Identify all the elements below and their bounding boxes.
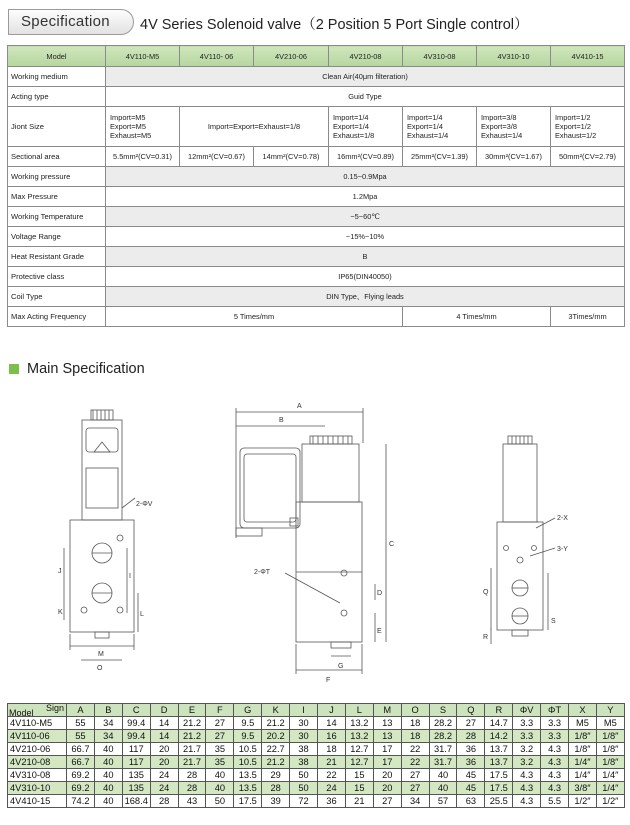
table-cell: 27 — [373, 795, 401, 808]
table-cell: 4.3 — [513, 769, 541, 782]
row-label: Coil Type — [8, 287, 106, 307]
table-cell: 24 — [318, 782, 346, 795]
table-cell: 1/2″ — [569, 795, 597, 808]
table-cell: 1/8″ — [569, 743, 597, 756]
table-cell: 22 — [401, 743, 429, 756]
spec-row — [8, 307, 625, 327]
table-cell: 3.3 — [541, 717, 569, 730]
table-cell: 55 — [67, 717, 95, 730]
row-model: 4V210-06 — [8, 743, 67, 756]
spec-row — [8, 287, 625, 307]
table-cell: 21 — [345, 795, 373, 808]
column-header: R — [485, 704, 513, 717]
table-cell: 1/4″ — [596, 782, 624, 795]
spec-row — [8, 167, 625, 187]
table-cell: 57 — [429, 795, 457, 808]
row-model: 4V110-06 — [8, 730, 67, 743]
table-cell: 13 — [373, 717, 401, 730]
row-value: 1.2Mpa — [106, 187, 625, 207]
row-model: 4V110-M5 — [8, 717, 67, 730]
drawing-label: M — [98, 651, 104, 658]
dimension-header-row — [8, 704, 625, 717]
table-cell: 40 — [206, 769, 234, 782]
row-label: Max Pressure — [8, 187, 106, 207]
table-cell: 10.5 — [234, 743, 262, 756]
row-value: 5.5mm²(CV=0.31) — [106, 147, 180, 167]
table-cell: 45 — [457, 769, 485, 782]
model-name: 4V310-10 — [477, 46, 551, 67]
table-cell: 99.4 — [122, 730, 150, 743]
column-header: F — [206, 704, 234, 717]
row-value: 30mm²(CV=1.67) — [477, 147, 551, 167]
table-cell: 21.2 — [262, 717, 290, 730]
table-cell: 13.2 — [345, 730, 373, 743]
table-cell: 168.4 — [122, 795, 150, 808]
spec-badge: Specification — [8, 9, 134, 35]
drawing-label: O — [97, 665, 103, 672]
table-cell: 20 — [150, 756, 178, 769]
table-cell: 1/4″ — [596, 769, 624, 782]
table-cell: 3.3 — [513, 717, 541, 730]
model-label: Model — [8, 46, 106, 67]
table-cell: 24 — [150, 769, 178, 782]
table-cell: 69.2 — [67, 769, 95, 782]
row-value: IP65(DIN40050) — [106, 267, 625, 287]
table-cell: 3.2 — [513, 756, 541, 769]
row-value: 5 Times/mm — [106, 307, 403, 327]
row-value: Import=1/4 Export=1/4 Exhaust=1/4 — [403, 107, 477, 147]
green-square-icon — [9, 364, 19, 374]
column-header: K — [262, 704, 290, 717]
table-cell: 74.2 — [67, 795, 95, 808]
model-name: 4V110-M5 — [106, 46, 180, 67]
table-cell: 3.3 — [513, 730, 541, 743]
table-cell: 40 — [94, 756, 122, 769]
table-cell: 72 — [290, 795, 318, 808]
table-cell: 63 — [457, 795, 485, 808]
table-cell: 50 — [290, 769, 318, 782]
table-cell: 24 — [150, 782, 178, 795]
table-cell: 21.7 — [178, 743, 206, 756]
row-model: 4V310-08 — [8, 769, 67, 782]
table-cell: 18 — [401, 730, 429, 743]
drawing-label: G — [338, 663, 344, 670]
table-cell: 20 — [373, 782, 401, 795]
table-cell: 28.2 — [429, 730, 457, 743]
table-cell: 28.2 — [429, 717, 457, 730]
row-value: 50mm²(CV=2.79) — [551, 147, 625, 167]
spec-row — [8, 227, 625, 247]
table-cell: 20 — [373, 769, 401, 782]
drawing-label: D — [377, 590, 383, 597]
table-cell: 3/8″ — [569, 782, 597, 795]
table-cell: 45 — [457, 782, 485, 795]
row-label: Working medium — [8, 67, 106, 87]
row-value: Import=1/4 Export=1/4 Exhaust=1/8 — [329, 107, 403, 147]
row-value: Import=M5 Export=M5 Exhaust=M5 — [106, 107, 180, 147]
table-cell: 1/8″ — [569, 730, 597, 743]
dimension-table — [7, 703, 625, 808]
table-cell: 28 — [150, 795, 178, 808]
table-cell: 12.7 — [345, 756, 373, 769]
spec-row — [8, 207, 625, 227]
table-cell: 27 — [401, 782, 429, 795]
spec-header-row — [8, 46, 625, 67]
table-cell: 16 — [318, 730, 346, 743]
table-cell: 29 — [262, 769, 290, 782]
drawing-label: L — [140, 611, 144, 618]
table-cell: 17 — [373, 743, 401, 756]
table-cell: 36 — [457, 756, 485, 769]
table-cell: 18 — [318, 743, 346, 756]
table-cell: 43 — [178, 795, 206, 808]
row-label: Heat Resistant Grade — [8, 247, 106, 267]
column-header: S — [429, 704, 457, 717]
header-corner-cell — [8, 704, 67, 717]
table-cell: 14 — [150, 717, 178, 730]
table-cell: 27 — [206, 730, 234, 743]
table-cell: 99.4 — [122, 717, 150, 730]
spec-header — [8, 9, 622, 35]
table-cell: 40 — [94, 769, 122, 782]
drawing-label: 3-Y — [557, 546, 568, 553]
table-cell: 36 — [318, 795, 346, 808]
row-model: 4V210-08 — [8, 756, 67, 769]
spec-row — [8, 267, 625, 287]
row-value: 0.15~0.9Mpa — [106, 167, 625, 187]
row-label: Sectional area — [8, 147, 106, 167]
table-cell: 38 — [290, 756, 318, 769]
table-cell: 9.5 — [234, 717, 262, 730]
table-cell: 14.7 — [485, 717, 513, 730]
table-cell: 13.2 — [345, 717, 373, 730]
table-cell: 38 — [290, 743, 318, 756]
table-cell: 35 — [206, 743, 234, 756]
front-view-drawing — [64, 410, 138, 660]
drawing-label: A — [297, 403, 302, 410]
table-cell: 25.5 — [485, 795, 513, 808]
drawing-label: I — [129, 573, 131, 580]
table-cell: 28 — [178, 782, 206, 795]
column-header: B — [94, 704, 122, 717]
drawing-label: 2-ΦT — [254, 569, 271, 576]
table-cell: 3.2 — [513, 743, 541, 756]
table-cell: 40 — [94, 795, 122, 808]
row-value: Import=1/2 Export=1/2 Exhaust=1/2 — [551, 107, 625, 147]
table-cell: 20.2 — [262, 730, 290, 743]
table-cell: 9.5 — [234, 730, 262, 743]
column-header: ΦT — [541, 704, 569, 717]
row-value: −15%~10% — [106, 227, 625, 247]
drawing-label: 2-X — [557, 515, 568, 522]
column-header: C — [122, 704, 150, 717]
row-value: Import=Export=Exhaust=1/8 — [180, 107, 329, 147]
table-cell: 40 — [94, 782, 122, 795]
row-value: 25mm²(CV=1.39) — [403, 147, 477, 167]
table-cell: M5 — [596, 717, 624, 730]
table-cell: 1/2″ — [596, 795, 624, 808]
column-header: J — [318, 704, 346, 717]
side-view-drawing — [236, 408, 386, 674]
table-cell: 1/8″ — [596, 730, 624, 743]
row-value: Clean Air(40μm filteration) — [106, 67, 625, 87]
table-cell: 34 — [94, 717, 122, 730]
row-value: 12mm²(CV=0.67) — [180, 147, 254, 167]
table-cell: 15 — [345, 782, 373, 795]
table-cell: 30 — [290, 717, 318, 730]
table-cell: 15 — [345, 769, 373, 782]
table-cell: 28 — [178, 769, 206, 782]
table-cell: 21.7 — [178, 756, 206, 769]
column-header: O — [401, 704, 429, 717]
row-model: 4V410-15 — [8, 795, 67, 808]
table-cell: 50 — [206, 795, 234, 808]
row-model: 4V310-10 — [8, 782, 67, 795]
row-label: Working pressure — [8, 167, 106, 187]
spec-row — [8, 187, 625, 207]
table-cell: 13 — [373, 730, 401, 743]
table-cell: 22.7 — [262, 743, 290, 756]
table-cell: 27 — [401, 769, 429, 782]
row-value: B — [106, 247, 625, 267]
table-cell: 1/4″ — [569, 756, 597, 769]
row-label: Acting type — [8, 87, 106, 107]
table-row — [8, 743, 625, 756]
table-cell: 20 — [150, 743, 178, 756]
table-cell: 3.3 — [541, 730, 569, 743]
table-cell: 17 — [373, 756, 401, 769]
table-cell: 69.2 — [67, 782, 95, 795]
spec-row — [8, 107, 625, 147]
row-value: DIN Type、Flying leads — [106, 287, 625, 307]
specification-table — [7, 45, 625, 327]
row-value: 16mm²(CV=0.89) — [329, 147, 403, 167]
table-cell: 27 — [457, 717, 485, 730]
row-label: Voltage Range — [8, 227, 106, 247]
column-header: I — [290, 704, 318, 717]
table-cell: 13.7 — [485, 743, 513, 756]
row-value: 14mm²(CV=0.78) — [254, 147, 329, 167]
column-header: M — [373, 704, 401, 717]
table-cell: 40 — [429, 769, 457, 782]
table-cell: 14 — [318, 717, 346, 730]
table-cell: 21.2 — [262, 756, 290, 769]
column-header: X — [569, 704, 597, 717]
table-cell: 4.3 — [513, 795, 541, 808]
table-cell: 31.7 — [429, 756, 457, 769]
table-cell: 30 — [290, 730, 318, 743]
drawing-label: F — [326, 677, 331, 684]
row-value: 4 Times/mm — [403, 307, 551, 327]
table-cell: 13.7 — [485, 756, 513, 769]
table-row — [8, 756, 625, 769]
row-value: Guid Type — [106, 87, 625, 107]
drawing-label: J — [58, 568, 62, 575]
table-cell: 35 — [206, 756, 234, 769]
spec-row — [8, 87, 625, 107]
table-cell: 21 — [318, 756, 346, 769]
table-row — [8, 782, 625, 795]
table-cell: 28 — [457, 730, 485, 743]
table-cell: 34 — [401, 795, 429, 808]
row-label: Jiont Size — [8, 107, 106, 147]
table-cell: 4.3 — [541, 782, 569, 795]
column-header: G — [234, 704, 262, 717]
column-header: ΦV — [513, 704, 541, 717]
table-cell: 4.3 — [541, 743, 569, 756]
table-cell: 14 — [150, 730, 178, 743]
table-row — [8, 717, 625, 730]
table-cell: 1/4″ — [569, 769, 597, 782]
table-cell: 12.7 — [345, 743, 373, 756]
table-cell: 31.7 — [429, 743, 457, 756]
model-name: 4V110- 06 — [180, 46, 254, 67]
table-cell: 17.5 — [234, 795, 262, 808]
table-cell: 22 — [401, 756, 429, 769]
model-name: 4V410-15 — [551, 46, 625, 67]
table-row — [8, 769, 625, 782]
table-cell: 66.7 — [67, 756, 95, 769]
drawing-label: Q — [483, 589, 489, 596]
table-cell: 5.5 — [541, 795, 569, 808]
column-header: Y — [596, 704, 624, 717]
table-cell: 135 — [122, 769, 150, 782]
drawing-label: S — [551, 618, 556, 625]
table-cell: 55 — [67, 730, 95, 743]
model-name: 4V210-06 — [254, 46, 329, 67]
spec-row — [8, 147, 625, 167]
table-cell: 13.5 — [234, 782, 262, 795]
model-name: 4V310-08 — [403, 46, 477, 67]
drawing-label: K — [58, 609, 63, 616]
drawing-label: 2-ΦV — [136, 501, 153, 508]
top-view-drawing — [491, 436, 555, 644]
table-cell: 40 — [429, 782, 457, 795]
table-cell: 4.3 — [513, 782, 541, 795]
drawing-label: E — [377, 628, 382, 635]
row-label: Working Temperature — [8, 207, 106, 227]
column-header: E — [178, 704, 206, 717]
spec-row — [8, 67, 625, 87]
column-header: Q — [457, 704, 485, 717]
table-cell: 22 — [318, 769, 346, 782]
table-row — [8, 730, 625, 743]
column-header: L — [345, 704, 373, 717]
table-row — [8, 795, 625, 808]
table-cell: 135 — [122, 782, 150, 795]
drawing-label: R — [483, 634, 489, 641]
valve-dimension-drawings — [0, 388, 630, 693]
table-cell: 39 — [262, 795, 290, 808]
table-cell: 4.3 — [541, 769, 569, 782]
table-cell: 21.2 — [178, 717, 206, 730]
table-cell: 66.7 — [67, 743, 95, 756]
table-cell: 21.2 — [178, 730, 206, 743]
table-cell: 13.5 — [234, 769, 262, 782]
row-value: Import=3/8 Export=3/8 Exhaust=1/4 — [477, 107, 551, 147]
header-sign: Sign — [45, 703, 64, 713]
table-cell: 1/8″ — [596, 743, 624, 756]
drawing-label: C — [389, 541, 395, 548]
spec-row — [8, 247, 625, 267]
table-cell: 117 — [122, 756, 150, 769]
column-header: A — [67, 704, 95, 717]
table-cell: 14.2 — [485, 730, 513, 743]
table-cell: 1/8″ — [596, 756, 624, 769]
table-cell: 18 — [401, 717, 429, 730]
drawing-label: B — [279, 417, 284, 424]
page-title: 4V Series Solenoid valve（2 Position 5 Port Single control） — [140, 17, 529, 33]
table-cell: 10.5 — [234, 756, 262, 769]
table-cell: 17.5 — [485, 782, 513, 795]
table-cell: 28 — [262, 782, 290, 795]
row-value: 3Times/mm — [551, 307, 625, 327]
table-cell: 27 — [206, 717, 234, 730]
row-label: Max Acting Frequency — [8, 307, 106, 327]
table-cell: 50 — [290, 782, 318, 795]
table-cell: 117 — [122, 743, 150, 756]
table-cell: M5 — [569, 717, 597, 730]
header-model: Model — [9, 708, 34, 717]
row-value: −5~60℃ — [106, 207, 625, 227]
main-spec-title: Main Specification — [27, 361, 145, 377]
table-cell: 34 — [94, 730, 122, 743]
table-cell: 40 — [206, 782, 234, 795]
table-cell: 40 — [94, 743, 122, 756]
column-header: D — [150, 704, 178, 717]
row-label: Protective class — [8, 267, 106, 287]
table-cell: 4.3 — [541, 756, 569, 769]
model-name: 4V210-08 — [329, 46, 403, 67]
table-cell: 17.5 — [485, 769, 513, 782]
table-cell: 36 — [457, 743, 485, 756]
